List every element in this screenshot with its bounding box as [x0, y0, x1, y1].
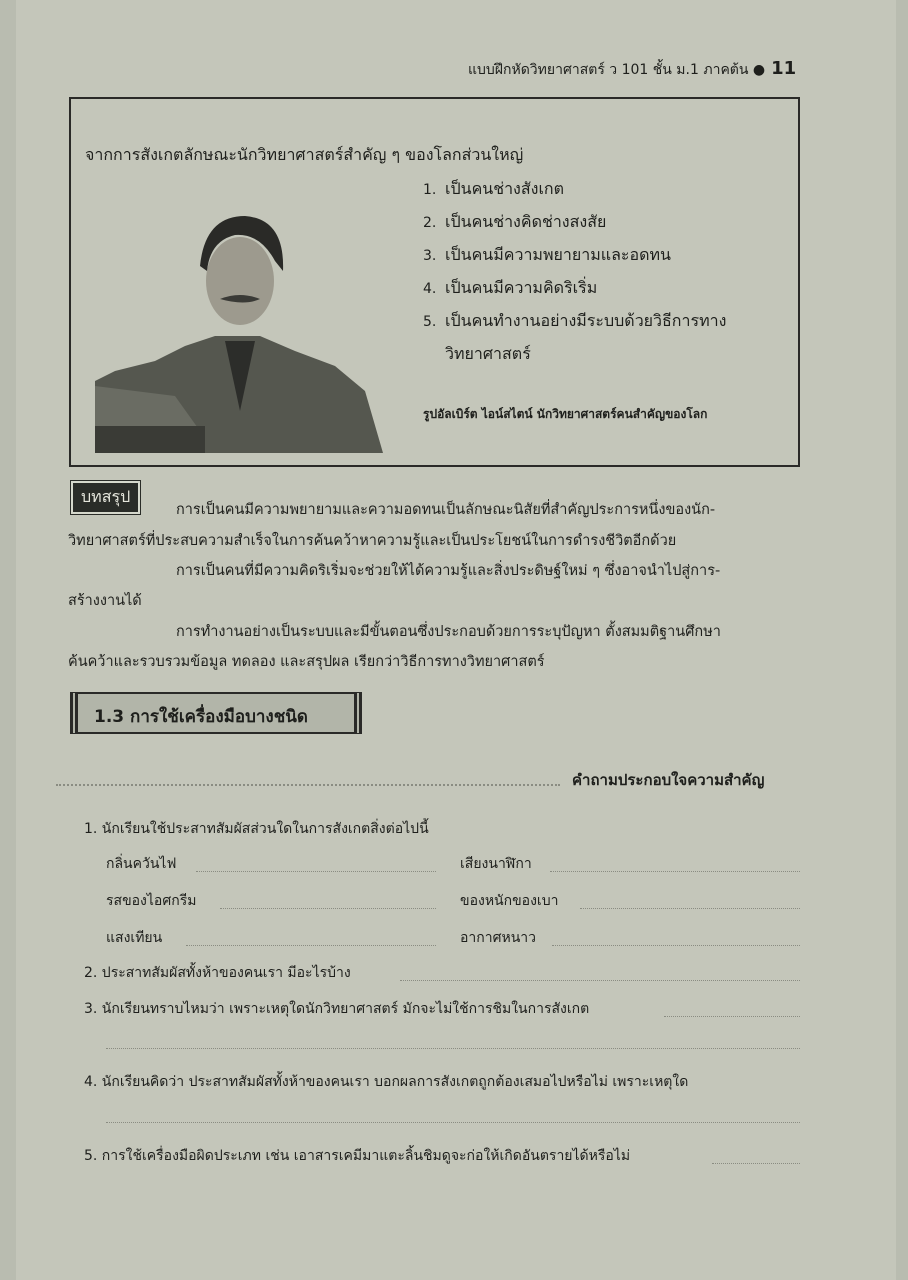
summary-line: สร้างงานได้ — [68, 593, 142, 609]
summary-tag: บทสรุป — [71, 481, 140, 514]
summary-line: การเป็นคนมีความพยายามและความอดทนเป็นลักษณะนิสัยที่สำคัญประการหนึ่งของนัก- — [176, 502, 716, 518]
summary-line: วิทยาศาสตร์ที่ประสบความสำเร็จในการค้นคว้าหาความรู้และเป็นประโยชน์ในการดำรงชีวิตอีกด้วย — [68, 533, 677, 549]
running-header — [468, 58, 796, 81]
section-title: 1.3 การใช้เครื่องมือบางชนิด — [94, 707, 308, 727]
answer-line[interactable] — [550, 871, 800, 872]
question-1-item: กลิ่นควันไฟ — [106, 856, 177, 872]
summary-line: การเป็นคนที่มีความคิดริเริ่มจะช่วยให้ได้ความรู้และสิ่งประดิษฐ์ใหม่ ๆ ซึ่งอาจนำไปสู่การ- — [176, 563, 721, 579]
question-1-item: แสงเทียน — [106, 930, 163, 946]
answer-line[interactable] — [712, 1163, 800, 1164]
answer-line[interactable] — [106, 1048, 800, 1049]
question-1-item: ของหนักของเบา — [460, 893, 559, 909]
section-heading — [70, 692, 362, 734]
running-title: แบบฝึกหัดวิทยาศาสตร์ ว 101 ชั้น ม.1 ภาคต้น ● — [468, 62, 766, 78]
scientist-traits-box — [69, 97, 800, 467]
question-2: 2. ประสาทสัมผัสทั้งห้าของคนเรา มีอะไรบ้าง — [84, 965, 351, 981]
trait-item: 5. เป็นคนทำงานอย่างมีระบบด้วยวิธีการทาง — [423, 311, 727, 330]
question-1-item: รสของไอศกรีม — [106, 893, 197, 909]
portrait-caption: รูปอัลเบิร์ต ไอน์สไตน์ นักวิทยาศาสตร์คนสำคัญของโลก — [423, 407, 708, 421]
question-1: 1. นักเรียนใช้ประสาทสัมผัสส่วนใดในการสังเกตสิ่งต่อไปนี้ — [84, 821, 429, 837]
answer-line[interactable] — [196, 871, 436, 872]
trait-item-continued: วิทยาศาสตร์ — [445, 344, 531, 363]
trait-item: 2. เป็นคนช่างคิดช่างสงสัย — [423, 212, 607, 231]
answer-line[interactable] — [186, 945, 436, 946]
question-1-item: เสียงนาฬิกา — [460, 856, 532, 872]
trait-item: 1. เป็นคนช่างสังเกต — [423, 179, 564, 198]
summary-line: ค้นคว้าและรวบรวมข้อมูล ทดลอง และสรุปผล เรียกว่าวิธีการทางวิทยาศาสตร์ — [68, 654, 545, 670]
question-4: 4. นักเรียนคิดว่า ประสาทสัมผัสทั้งห้าของคนเรา บอกผลการสังเกตถูกต้องเสมอไปหรือไม่ เพราะเหตุใด — [84, 1074, 689, 1090]
answer-line[interactable] — [106, 1122, 800, 1123]
heading-dotted-line — [56, 784, 560, 786]
answer-line[interactable] — [664, 1016, 800, 1017]
answer-line[interactable] — [552, 945, 800, 946]
question-5: 5. การใช้เครื่องมือผิดประเภท เช่น เอาสารเคมีมาแตะลิ้นชิมดูจะก่อให้เกิดอันตรายได้หรือไม่ — [84, 1148, 631, 1164]
page-number: 11 — [771, 58, 797, 79]
traits-list — [423, 173, 726, 370]
question-1-item: อากาศหนาว — [460, 930, 537, 946]
einstein-portrait — [95, 171, 383, 453]
answer-line[interactable] — [220, 908, 436, 909]
summary-line: การทำงานอย่างเป็นระบบและมีขั้นตอนซึ่งประกอบด้วยการระบุปัญหา ตั้งสมมติฐานศึกษา — [176, 624, 721, 640]
question-3: 3. นักเรียนทราบไหมว่า เพราะเหตุใดนักวิทยาศาสตร์ มักจะไม่ใช้การชิมในการสังเกต — [84, 1001, 590, 1017]
trait-item: 4. เป็นคนมีความคิดริเริ่ม — [423, 278, 598, 297]
answer-line[interactable] — [400, 980, 800, 981]
questions-heading: คำถามประกอบใจความสำคัญ — [572, 771, 765, 789]
answer-line[interactable] — [580, 908, 800, 909]
trait-item: 3. เป็นคนมีความพยายามและอดทน — [423, 245, 671, 264]
box-intro: จากการสังเกตลักษณะนักวิทยาศาสตร์สำคัญ ๆ ของโลกส่วนใหญ่ — [85, 145, 524, 164]
